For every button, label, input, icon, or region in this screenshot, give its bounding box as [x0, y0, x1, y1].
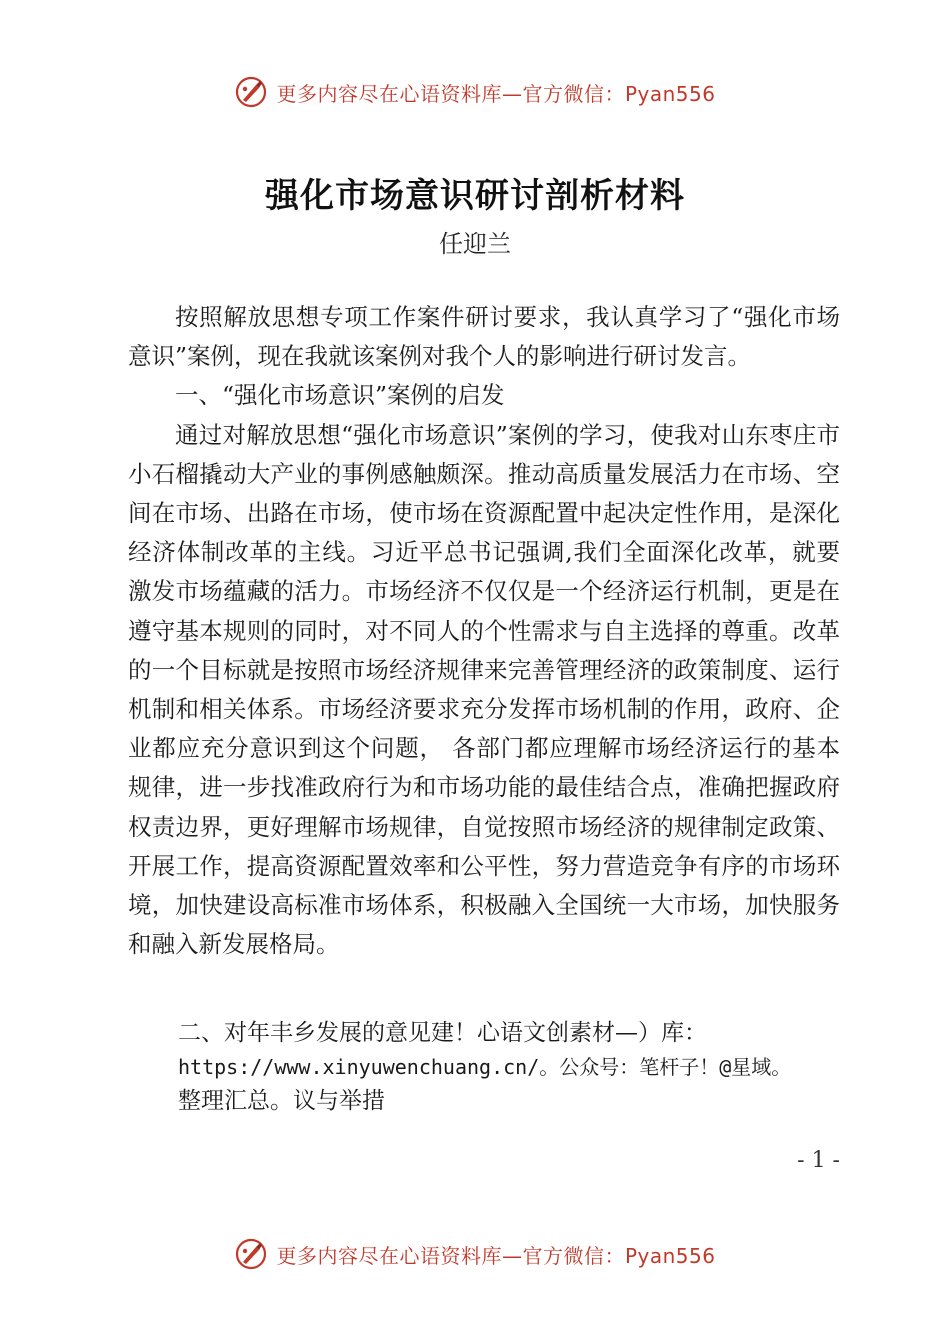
- header-watermark-banner: [0, 70, 950, 114]
- tail-line: 整理汇总。议与举措: [178, 1088, 385, 1114]
- document-author: 任迎兰: [439, 230, 511, 258]
- document-tail: [178, 1016, 898, 1118]
- section-heading-1: 一、“强化市场意识”案例的启发: [175, 381, 505, 410]
- paragraph-section-1: 通过对解放思想“强化市场意识”案例的学习，使我对山东枣庄市小石榴撬动大产业的事例感触颇深。推动高质量发展活力在市场、空间在市场、出路在市场，使市场在资源配置中起决定性作用，是深化经济体制改革的主线。习近平总书记强调,我们全面深化改革，就要激发市场蕴藏的活力。市场经济不仅仅是一个经济运行机制，更是在遵守基本规则的同时，对不同人的个性需求与自主选择的尊重。改革的一个目标就是按照市场经济规律来完善管理经济的政策制度、运行机制和相关体系。市场经济要求充分发挥市场机制的作用，政府、企业都应充分意识到这个问题， 各部门都应理解市场经济运行的基本规律，进一步找准政府行为和市场功能的最佳结合点，准确把握政府权责边界，更好理解市场规律，自觉按照市场经济的规律制定政策、开展工作，提高资源配置效率和公平性，努力营造竞争有序的市场环境，加快建设高标准市场体系，积极融入全国统一大市场，加快服务和融入新发展格局。: [128, 420, 840, 959]
- watermark-text: 更多内容尽在心语资料库—官方微信：Pyan556: [276, 81, 716, 106]
- watermark-text: 更多内容尽在心语资料库—官方微信：Pyan556: [276, 1243, 716, 1268]
- page-number: - 1 -: [797, 1148, 840, 1173]
- source-url-line: https://www.xinyuwenchuang.cn/。公众号：笔杆子！@星域。: [178, 1055, 792, 1079]
- section-heading-2: 二、对年丰乡发展的意见建！心语文创素材—）库：: [178, 1020, 707, 1046]
- pen-logo-icon: [234, 75, 268, 109]
- pen-logo-icon: [234, 1237, 268, 1271]
- footer-watermark-banner: [0, 1232, 950, 1276]
- paragraph-intro: 按照解放思想专项工作案件研讨要求，我认真学习了“强化市场意识”案例，现在我就该案例对我个人的影响进行研讨发言。: [128, 303, 840, 371]
- document-title: 强化市场意识研讨剖析材料: [265, 176, 685, 216]
- document-body: [128, 298, 840, 964]
